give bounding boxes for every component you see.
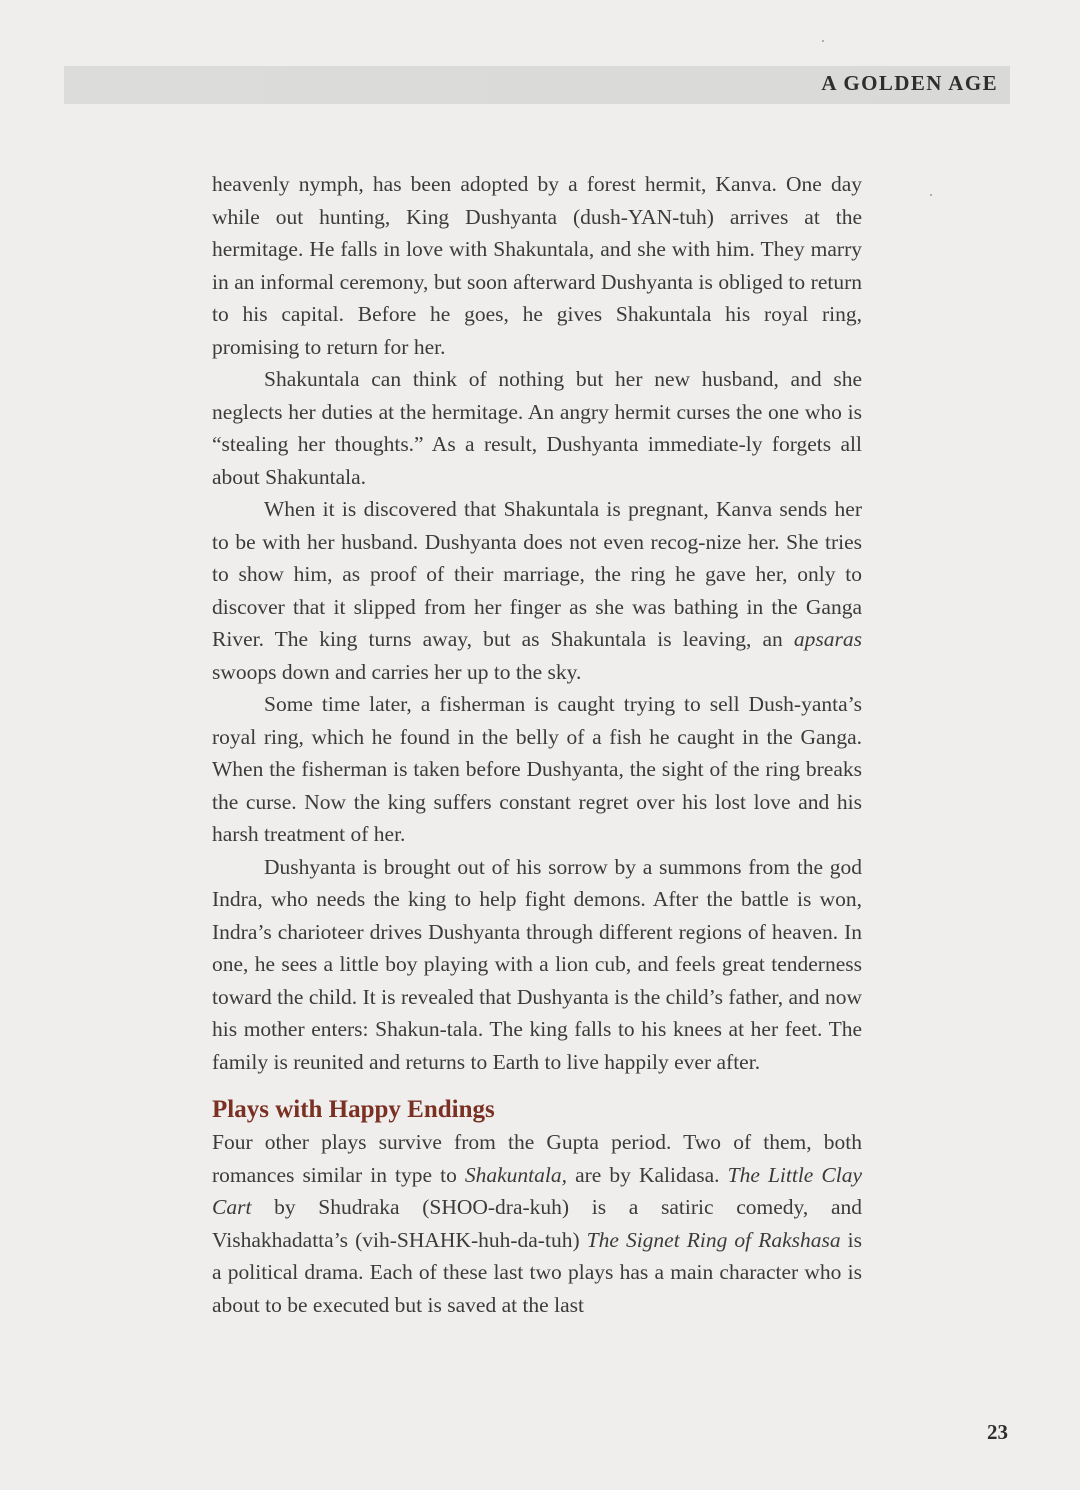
paragraph-2-text: Shakuntala can think of nothing but her new husband, and she neglects her duties at the hermitage. An angry hermit curses the one who is “stealing her thoughts.” As a result, Dushyanta immediate-ly forgets all about Shakuntala.	[212, 367, 862, 489]
paragraph-3-text-b: swoops down and carries her up to the sky.	[212, 659, 582, 684]
section-text-d: is a political drama. Each of these last two plays has a main character who is about to be executed but is saved at the last	[212, 1227, 863, 1317]
paragraph-4	[212, 688, 862, 851]
section-italic-title-3: The Signet Ring of Rakshasa	[586, 1227, 841, 1252]
paragraph-4-text: Some time later, a fisherman is caught trying to sell Dush-yanta’s royal ring, which he found in the belly of a fish he caught in the Ganga. When the fisherman is taken before Dushyanta, the sight of the ring breaks the curse. Now the king suffers constant regret over his lost love and his harsh treatment of her.	[212, 692, 862, 846]
section-paragraph-1	[212, 1126, 862, 1321]
paragraph-2	[212, 363, 862, 493]
page-number: 23	[987, 1420, 1008, 1444]
section-heading: Plays with Happy Endings	[212, 1096, 495, 1123]
paragraph-5	[212, 851, 862, 1079]
section-italic-title-2: The Little Clay Cart	[212, 1162, 863, 1219]
paragraph-1-text: heavenly nymph, has been adopted by a forest hermit, Kanva. One day while out hunting, King Dushyanta (dush-YAN-tuh) arrives at the hermitage. He falls in love with Shakuntala, and she with him. They marry in an informal ceremony, but soon afterward Dushyanta is obliged to return to his capital. Before he goes, he gives Shakuntala his royal ring, promising to return for her.	[212, 172, 862, 359]
running-head: A GOLDEN AGE	[821, 71, 998, 95]
paragraph-3-italic: apsaras	[793, 627, 862, 651]
paragraph-1	[212, 168, 862, 363]
paper-speck	[930, 194, 932, 196]
paper-speck	[822, 40, 824, 42]
body-text	[212, 168, 862, 1321]
section-text-a: Four other plays survive from the Gupta period. Two of them, both romances similar in type to	[212, 1130, 862, 1187]
paragraph-3	[212, 493, 862, 688]
paragraph-5-text: Dushyanta is brought out of his sorrow by a summons from the god Indra, who needs the king to help fight demons. After the battle is won, Indra’s charioteer drives Dushyanta through different regions of heaven. In one, he sees a little boy playing with a lion cub, and feels great tenderness toward the child. It is revealed that Dushyanta is the child’s father, and now his mother enters: Shakun-tala. The king falls to his knees at her feet. The family is reunited and returns to Earth to live happily ever after.	[212, 854, 862, 1074]
paragraph-3-text-a: When it is discovered that Shakuntala is pregnant, Kanva sends her to be with her husband. Dushyanta does not even recog-nize her. She tries to show him, as proof of their marriage, the ring he gave her, only to discover that it slipped from her finger as she was bathing in the Ganga River. The king turns away, but as Shakuntala is leaving, an	[212, 497, 862, 651]
section-italic-title-1: Shakuntala,	[464, 1162, 568, 1187]
section-text-b: are by Kalidasa.	[567, 1162, 728, 1187]
section-text-c: by Shudraka (SHOO-dra-kuh) is a satiric comedy, and Vishakhadatta’s (vih-SHAHK-huh-da-tuh)	[212, 1195, 862, 1252]
